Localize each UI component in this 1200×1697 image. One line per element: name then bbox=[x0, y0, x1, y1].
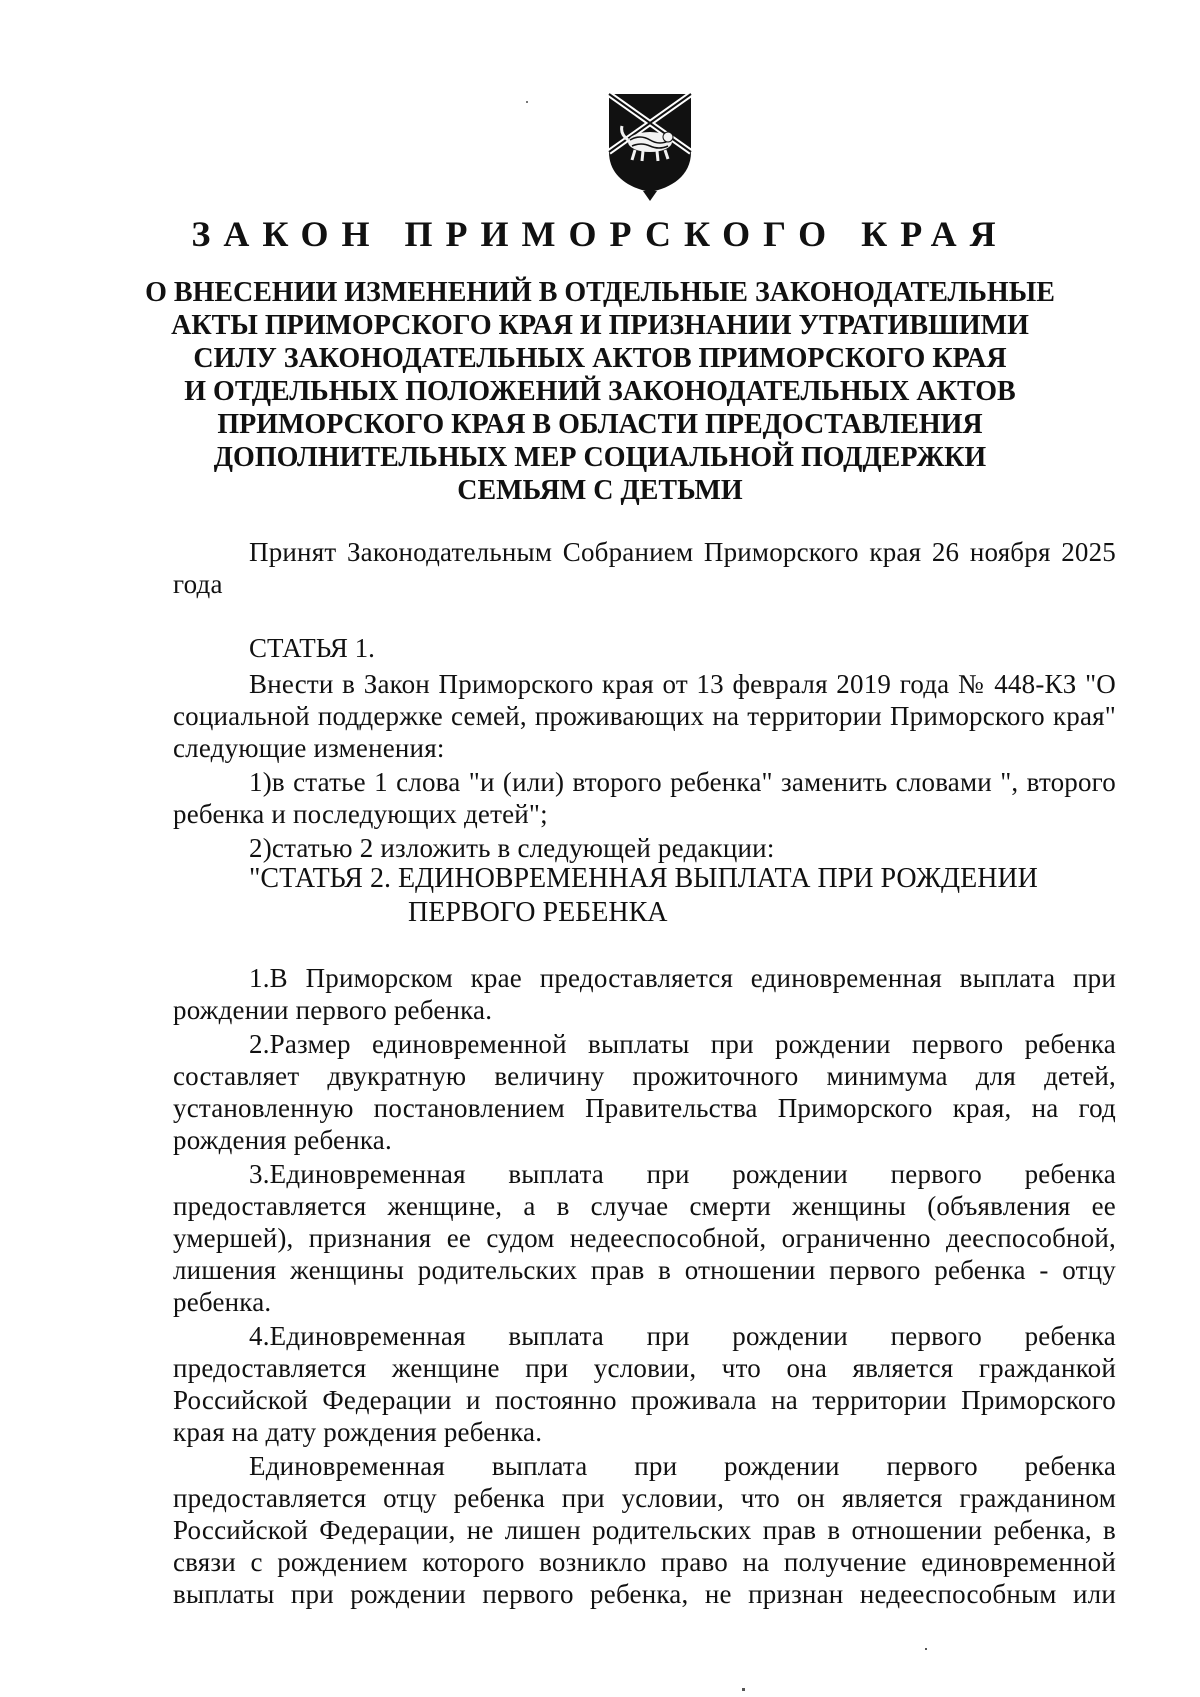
scan-speck bbox=[925, 1648, 927, 1650]
subtitle-line: И ОТДЕЛЬНЫХ ПОЛОЖЕНИЙ ЗАКОНОДАТЕЛЬНЫХ АКТОВ bbox=[184, 376, 1016, 407]
coat-of-arms-icon bbox=[605, 90, 695, 202]
subtitle-line: СИЛУ ЗАКОНОДАТЕЛЬНЫХ АКТОВ ПРИМОРСКОГО КРАЯ bbox=[193, 343, 1007, 374]
law-subtitle bbox=[120, 276, 1080, 507]
law-title: ЗАКОН ПРИМОРСКОГО КРАЯ bbox=[191, 214, 1009, 254]
article-1-change-1: 1)в статье 1 слова "и (или) второго ребенка" заменить словами ", второго ребенка и последующих детей"; bbox=[173, 767, 1116, 829]
article-1-intro: Внести в Закон Приморского края от 13 февраля 2019 года № 448-КЗ "О социальной поддержке семей, проживающих на территории Приморского края" следующие изменения: bbox=[173, 669, 1116, 763]
subtitle-line: О ВНЕСЕНИИ ИЗМЕНЕНИЙ В ОТДЕЛЬНЫЕ ЗАКОНОДАТЕЛЬНЫЕ bbox=[145, 277, 1055, 308]
adoption-note-block bbox=[173, 536, 1116, 600]
adoption-note: Принят Законодательным Собранием Приморского края 26 ноября 2025 года bbox=[173, 537, 1116, 599]
article-2-body bbox=[173, 962, 1116, 1612]
article-2-paragraph-1: 1.В Приморском крае предоставляется единовременная выплата при рождении первого ребенка. bbox=[173, 963, 1116, 1025]
subtitle-line: СЕМЬЯМ С ДЕТЬМИ bbox=[457, 475, 743, 506]
article-1-heading: СТАТЬЯ 1. bbox=[249, 633, 375, 663]
scan-speck bbox=[526, 101, 528, 103]
article-2-paragraph-4: 4.Единовременная выплата при рождении первого ребенка предоставляется женщине при условии, что она является гражданкой Российской Федерации и постоянно проживала на территории Приморского края на дату рождения ребенка. bbox=[173, 1321, 1116, 1447]
subtitle-line: ДОПОЛНИТЕЛЬНЫХ МЕР СОЦИАЛЬНОЙ ПОДДЕРЖКИ bbox=[213, 442, 987, 473]
article-2-heading bbox=[249, 862, 1038, 930]
article-2-paragraph-3: 3.Единовременная выплата при рождении первого ребенка предоставляется женщине, а в случае смерти женщины (объявления ее умершей), признания ее судом недееспособной, ограниченно дееспособной, лишения женщины родительских прав в отношении первого ребенка - отцу ребенка. bbox=[173, 1159, 1116, 1317]
subtitle-line: АКТЫ ПРИМОРСКОГО КРАЯ И ПРИЗНАНИИ УТРАТИВШИМИ bbox=[171, 310, 1029, 341]
article-2-paragraph-2: 2.Размер единовременной выплаты при рождении первого ребенка составляет двукратную величину прожиточного минимума для детей, установленную постановлением Правительства Приморского края, на год рождения ребенка. bbox=[173, 1029, 1116, 1155]
scan-speck bbox=[742, 1688, 745, 1691]
article-1-change-2: 2)статью 2 изложить в следующей редакции: bbox=[249, 833, 775, 863]
article-2-heading-line-1: "СТАТЬЯ 2. ЕДИНОВРЕМЕННАЯ ВЫПЛАТА ПРИ РОЖДЕНИИ bbox=[249, 863, 1038, 894]
article-2-heading-line-2: ПЕРВОГО РЕБЕНКА bbox=[408, 897, 668, 928]
article-1 bbox=[173, 630, 1116, 864]
article-2-paragraph-5: Единовременная выплата при рождении первого ребенка предоставляется отцу ребенка при условии, что он является гражданином Российской Федерации, не лишен родительских прав в отношении ребенка, в связи с рождением которого возникло право на получение единовременной выплаты при рождении первого ребенка, не признан недееспособным или bbox=[173, 1451, 1116, 1609]
subtitle-line: ПРИМОРСКОГО КРАЯ В ОБЛАСТИ ПРЕДОСТАВЛЕНИЯ bbox=[217, 409, 983, 440]
